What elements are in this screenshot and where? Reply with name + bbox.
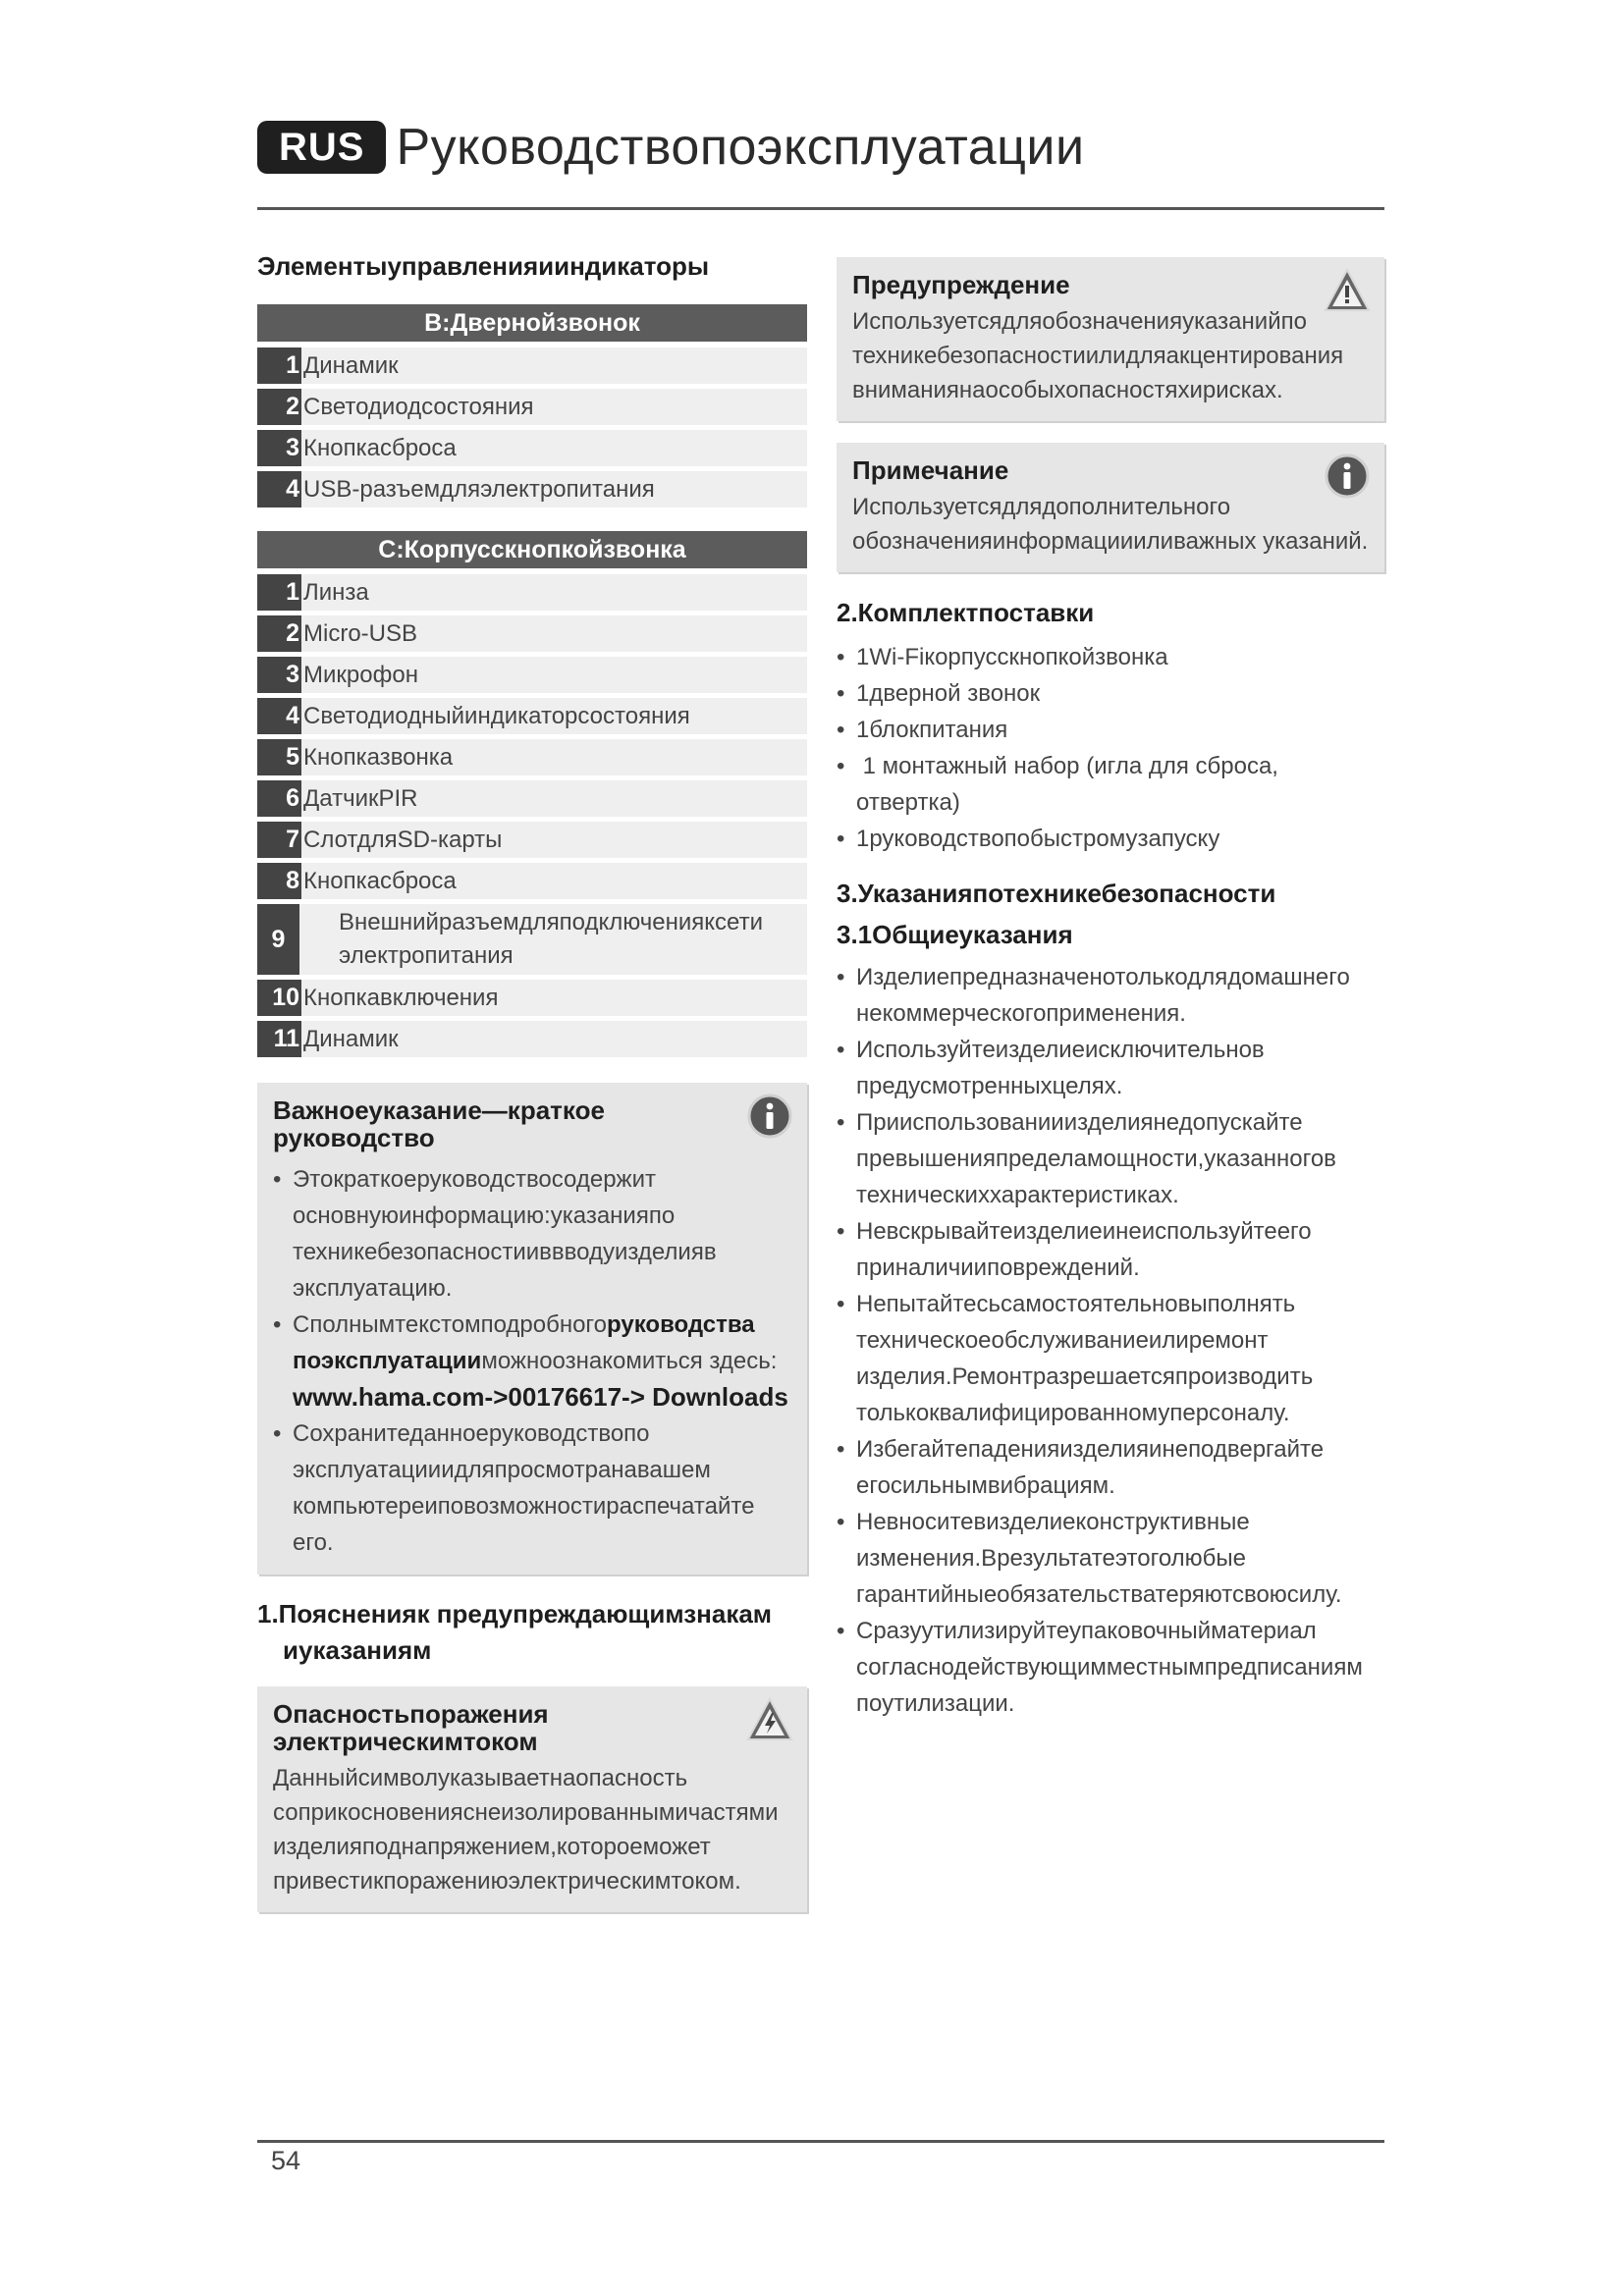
note-title: Примечание <box>852 455 1009 485</box>
table-row <box>257 615 807 652</box>
section-1-heading: 1.Поясненияк предупреждающимзнакам иуказаниям <box>257 1599 773 1665</box>
danger-title: Опасностьпоражения электрическимтоком <box>273 1699 549 1756</box>
row-label: Динамик <box>301 1021 807 1057</box>
row-number: 5 <box>257 739 301 775</box>
important-note-title: Важноеуказание—краткое руководство <box>273 1095 605 1152</box>
row-label: Светодиодныйиндикаторсостояния <box>301 698 807 734</box>
row-label: Линза <box>301 574 807 611</box>
list-item: • Непытайтесьсамостоятельновыполнять техническоеобслуживаниеилиремонт изделия.Ремонтразрешаетсяпроизводить толькоквалифицированномуперсоналу. <box>837 1286 1384 1431</box>
row-label: ДатчикPIR <box>301 780 807 817</box>
list-item: • Изделиепредназначенотолькодлядомашнего некоммерческогоприменения. <box>837 959 1384 1032</box>
controls-heading: Элементыуправленияииндикаторы <box>257 251 710 281</box>
page-header <box>257 118 1085 177</box>
table-row <box>257 863 807 899</box>
row-label: Динамик <box>301 347 807 384</box>
language-badge: RUS <box>257 121 386 174</box>
row-number: 3 <box>257 657 301 693</box>
document-title: Руководствопоэксплуатации <box>396 119 1085 176</box>
list-item: • Избегайтепаденияизделияинеподвергайте егосильнымвибрациям. <box>837 1431 1384 1504</box>
row-label: Внешнийразъемдляподключенияксети электропитания <box>299 904 807 975</box>
table-row <box>257 657 807 693</box>
note-body: Используетсядлядополнительного обозначенияинформациииливажных указаний. <box>852 494 1369 555</box>
row-number: 4 <box>257 471 301 507</box>
info-icon <box>1324 453 1371 500</box>
table-row <box>257 822 807 858</box>
table-row <box>257 739 807 775</box>
header-divider <box>257 207 1384 210</box>
right-column <box>837 257 1384 1722</box>
list-item: • Этократкоеруководствосодержит основнуюинформацию:указанияпо техникебезопасностииввводуизделияв эксплуатацию. <box>273 1161 791 1307</box>
row-label: Кнопказвонка <box>301 739 807 775</box>
table-row <box>257 698 807 734</box>
row-label: Микрофон <box>301 657 807 693</box>
row-number: 8 <box>257 863 301 899</box>
row-number: 4 <box>257 698 301 734</box>
list-item: • Используйтеизделиеисключительнов предусмотренныхцелях. <box>837 1032 1384 1104</box>
list-item: • 1Wi-Fiкорпусскнопкойзвонка <box>837 639 1384 675</box>
electric-shock-warning-icon <box>746 1696 793 1743</box>
table-doorbell-title: B:Двернойзвонок <box>257 304 807 342</box>
download-url[interactable]: www.hama.com->00176617-> Downloads <box>293 1382 788 1412</box>
table-doorbell <box>257 304 807 507</box>
table-row <box>257 347 807 384</box>
row-number: 11 <box>257 1021 301 1057</box>
list-item: • Прииспользованииизделиянедопускайте превышенияпределамощности,указанногов техническиххарактеристиках. <box>837 1104 1384 1213</box>
footer-divider <box>257 2140 1384 2143</box>
important-note-box <box>257 1083 807 1575</box>
table-bell-housing <box>257 531 807 1057</box>
list-item <box>273 1307 791 1415</box>
table-bell-housing-title: C:Корпусскнопкойзвонка <box>257 531 807 568</box>
important-note-list <box>273 1161 791 1561</box>
safety-heading: 3.Указанияпотехникебезопасности <box>837 879 1276 908</box>
row-number: 7 <box>257 822 301 858</box>
table-row <box>257 389 807 425</box>
row-number: 10 <box>257 980 301 1016</box>
danger-box <box>257 1686 807 1912</box>
note-box <box>837 443 1384 572</box>
row-number: 6 <box>257 780 301 817</box>
table-row <box>257 471 807 507</box>
list-item: • 1 монтажный набор (игла для сброса, отвертка) <box>837 748 1384 821</box>
table-row <box>257 980 807 1016</box>
list-item-text: Сполнымтекстомподробного <box>293 1311 608 1338</box>
list-item: • Невскрывайтеизделиеинеиспользуйтеего приналичииповреждений. <box>837 1213 1384 1286</box>
row-label: СлотдляSD-карты <box>301 822 807 858</box>
delivery-list <box>837 639 1384 857</box>
list-item-text: можноознакомиться здесь: <box>481 1348 778 1374</box>
row-number: 1 <box>257 347 301 384</box>
warning-icon <box>1324 267 1371 314</box>
row-number: 1 <box>257 574 301 611</box>
table-row <box>257 574 807 611</box>
table-row <box>257 904 807 975</box>
delivery-heading: 2.Комплектпоставки <box>837 598 1095 627</box>
table-row <box>257 780 807 817</box>
warning-title: Предупреждение <box>852 270 1070 299</box>
row-number: 2 <box>257 389 301 425</box>
row-number: 2 <box>257 615 301 652</box>
row-label: Кнопкасброса <box>301 430 807 466</box>
danger-body: Данныйсимволуказываетнаопасность соприкосновенияснеизолированнымичастями изделияподнапряжением,котороеможет привестикпоражениюэлектрическимтоком. <box>273 1765 779 1895</box>
info-icon <box>746 1093 793 1140</box>
row-label: Кнопкавключения <box>301 980 807 1016</box>
row-number: 3 <box>257 430 301 466</box>
list-item: • Сразуутилизируйтеупаковочныйматериал согласнодействующимместнымпредписаниям поутилизации. <box>837 1613 1384 1722</box>
left-column <box>257 249 807 1912</box>
list-item: • 1дверной звонок <box>837 675 1384 712</box>
table-row <box>257 1021 807 1057</box>
list-item: • 1руководствопобыстромузапуску <box>837 821 1384 857</box>
warning-body: Используетсядляобозначенияуказанийпо техникебезопасностиилидляакцентирования вниманиянаособыхопасностяхирисках. <box>852 308 1344 403</box>
general-heading: 3.1Общиеуказания <box>837 920 1073 949</box>
warning-box <box>837 257 1384 421</box>
row-label: Светодиодсостояния <box>301 389 807 425</box>
table-row <box>257 430 807 466</box>
list-item: • Сохранитеданноеруководствопо эксплуатацииидляпросмотранавашем компьютереиповозможностираспечатайте его. <box>273 1415 791 1561</box>
row-label: Micro-USB <box>301 615 807 652</box>
page-number: 54 <box>271 2146 301 2175</box>
list-item: • Невноситевизделиеконструктивные изменения.Врезультатеэтоголюбые гарантийныеобязательстватеряютсвоюсилу. <box>837 1504 1384 1613</box>
list-item: • 1блокпитания <box>837 712 1384 748</box>
general-instructions-list <box>837 959 1384 1722</box>
manual-link-text: руководства поэксплуатации <box>293 1311 755 1374</box>
row-label: Кнопкасброса <box>301 863 807 899</box>
row-number: 9 <box>257 904 299 975</box>
row-label: USB-разъемдляэлектропитания <box>301 471 807 507</box>
